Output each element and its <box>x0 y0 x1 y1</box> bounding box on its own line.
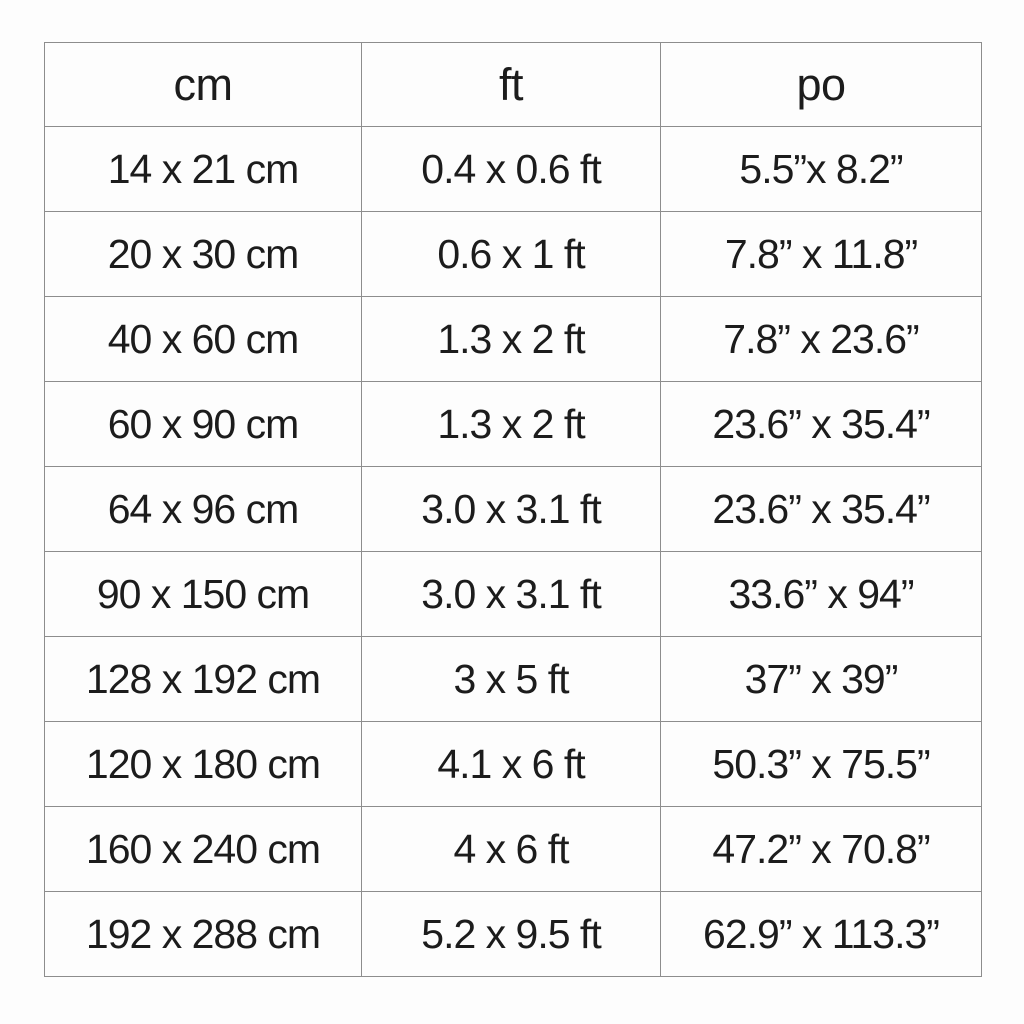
table-cell-ft: 0.6 x 1 ft <box>362 212 661 297</box>
table-cell-ft: 3.0 x 3.1 ft <box>362 552 661 637</box>
table-cell-cm: 20 x 30 cm <box>45 212 362 297</box>
table-cell-po: 5.5”x 8.2” <box>661 127 982 212</box>
table-row <box>45 382 982 467</box>
column-header-cm: cm <box>45 43 362 127</box>
table-cell-ft: 1.3 x 2 ft <box>362 297 661 382</box>
table-cell-ft: 3.0 x 3.1 ft <box>362 467 661 552</box>
table-cell-ft: 1.3 x 2 ft <box>362 382 661 467</box>
column-header-po: po <box>661 43 982 127</box>
table-row <box>45 637 982 722</box>
table-cell-po: 23.6” x 35.4” <box>661 467 982 552</box>
column-header-ft: ft <box>362 43 661 127</box>
table-row <box>45 552 982 637</box>
table-cell-po: 23.6” x 35.4” <box>661 382 982 467</box>
table-row <box>45 892 982 977</box>
table-cell-ft: 4.1 x 6 ft <box>362 722 661 807</box>
table-cell-po: 47.2” x 70.8” <box>661 807 982 892</box>
table-cell-po: 62.9” x 113.3” <box>661 892 982 977</box>
header-row <box>45 43 982 127</box>
table-cell-po: 7.8” x 11.8” <box>661 212 982 297</box>
table-row <box>45 722 982 807</box>
table-cell-po: 7.8” x 23.6” <box>661 297 982 382</box>
table-cell-po: 37” x 39” <box>661 637 982 722</box>
table-cell-po: 50.3” x 75.5” <box>661 722 982 807</box>
table-cell-ft: 4 x 6 ft <box>362 807 661 892</box>
table-row <box>45 127 982 212</box>
table-row <box>45 212 982 297</box>
table-cell-cm: 120 x 180 cm <box>45 722 362 807</box>
table-cell-ft: 5.2 x 9.5 ft <box>362 892 661 977</box>
table-cell-po: 33.6” x 94” <box>661 552 982 637</box>
table-cell-ft: 0.4 x 0.6 ft <box>362 127 661 212</box>
size-conversion-table <box>44 42 982 977</box>
table-row <box>45 467 982 552</box>
table-row <box>45 807 982 892</box>
table-cell-cm: 160 x 240 cm <box>45 807 362 892</box>
table-cell-ft: 3 x 5 ft <box>362 637 661 722</box>
table-cell-cm: 60 x 90 cm <box>45 382 362 467</box>
table-cell-cm: 14 x 21 cm <box>45 127 362 212</box>
table-cell-cm: 128 x 192 cm <box>45 637 362 722</box>
table-row <box>45 297 982 382</box>
table-cell-cm: 192 x 288 cm <box>45 892 362 977</box>
table-cell-cm: 90 x 150 cm <box>45 552 362 637</box>
table-cell-cm: 40 x 60 cm <box>45 297 362 382</box>
table-cell-cm: 64 x 96 cm <box>45 467 362 552</box>
